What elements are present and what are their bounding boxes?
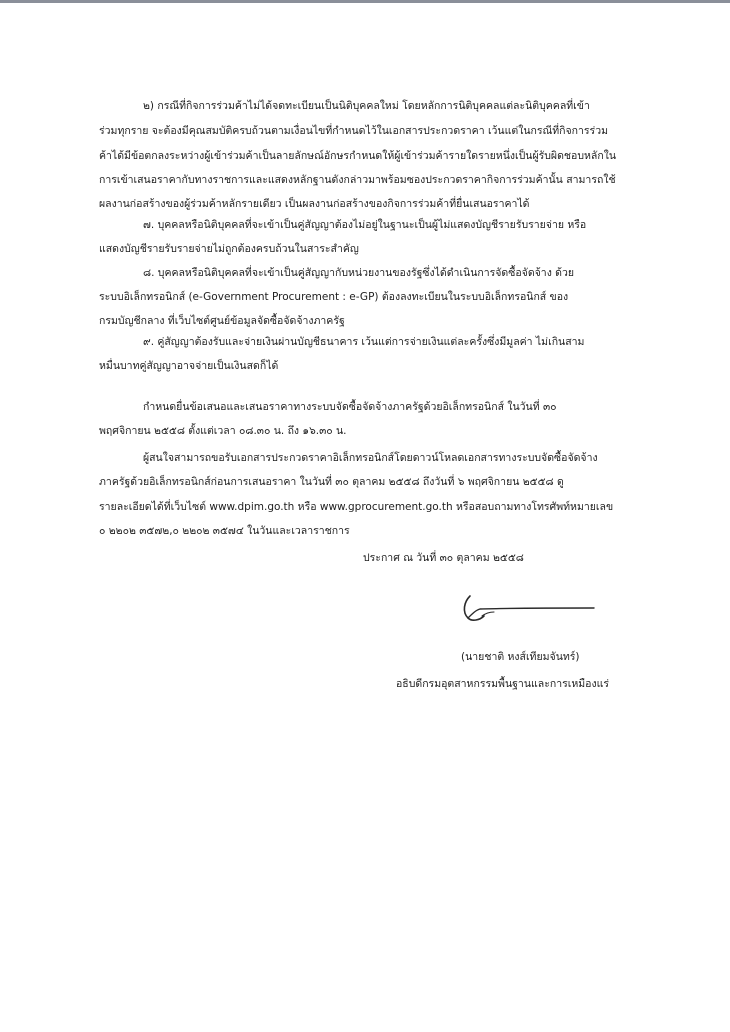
text-line: พฤศจิกายน ๒๕๕๘ ตั้งแต่เวลา ๐๘.๓๐ น. ถึง ๑๖.๓๐ น. [99,425,347,437]
text-line: กำหนดยื่นข้อเสนอและเสนอราคาทางระบบจัดซื้อจัดจ้างภาครัฐด้วยอิเล็กทรอนิกส์ ในวันที่ ๓๐ [143,401,557,413]
text-line: ๘. บุคคลหรือนิติบุคคลที่จะเข้าเป็นคู่สัญญากับหน่วยงานของรัฐซึ่งได้ดำเนินการจัดซื้อจัดจ้าง ด้วย [143,267,575,279]
text-line: ร่วมทุกราย จะต้องมีคุณสมบัติครบถ้วนตามเงื่อนไขที่กำหนดไว้ในเอกสารประกวดราคา เว้นแต่ในกรณีที่กิจการร่วม [99,125,609,137]
text-line: ภาครัฐด้วยอิเล็กทรอนิกส์ก่อนการเสนอราคา ในวันที่ ๓๐ ตุลาคม ๒๕๕๘ ถึงวันที่ ๖ พฤศจิกายน ๒๕๕๘ ดู [99,476,564,488]
text-line: ๒) กรณีที่กิจการร่วมค้าไม่ได้จดทะเบียนเป็นนิติบุคคลใหม่ โดยหลักการนิติบุคคลแต่ละนิติบุคคลที่เข้า [143,100,590,112]
text-line: ค้าได้มีข้อตกลงระหว่างผู้เข้าร่วมค้าเป็นลายลักษณ์อักษรกำหนดให้ผู้เข้าร่วมค้ารายใดรายหนึ่งเป็นผู้รับผิดชอบหลักใน [99,150,617,162]
text-line: การเข้าเสนอราคากับทางราชการและแสดงหลักฐานดังกล่าวมาพร้อมซองประกวดราคากิจการร่วมค้านั้น สามารถใช้ [99,174,616,186]
text-line: ผู้สนใจสามารถขอรับเอกสารประกวดราคาอิเล็กทรอนิกส์โดยดาวน์โหลดเอกสารทางระบบจัดซื้อจัดจ้าง [143,452,598,464]
text-line: ๙. คู่สัญญาต้องรับและจ่ายเงินผ่านบัญชีธนาคาร เว้นแต่การจ่ายเงินแต่ละครั้งซึ่งมีมูลค่า ไม่เกินสาม [143,336,585,348]
signer-title: อธิบดีกรมอุตสาหกรรมพื้นฐานและการเหมืองแร่ [396,678,609,690]
text-line: ผลงานก่อสร้างของผู้ร่วมค้าหลักรายเดียว เป็นผลงานก่อสร้างของกิจการร่วมค้าที่ยื่นเสนอราคาได้ [99,198,530,210]
text-line: ๗. บุคคลหรือนิติบุคคลที่จะเข้าเป็นคู่สัญญาต้องไม่อยู่ในฐานะเป็นผู้ไม่แสดงบัญชีรายรับรายจ่าย หรือ [143,219,587,231]
text-line: ระบบอิเล็กทรอนิกส์ (e-Government Procurement : e-GP) ต้องลงทะเบียนในระบบอิเล็กทรอนิกส์ ของ [99,291,569,303]
text-line: ๐ ๒๒๐๒ ๓๕๗๒,๐ ๒๒๐๒ ๓๕๗๔ ในวันและเวลาราชการ [99,525,350,537]
announcement-date: ประกาศ ณ วันที่ ๓๐ ตุลาคม ๒๕๕๘ [363,552,524,564]
text-line: หมื่นบาทคู่สัญญาอาจจ่ายเป็นเงินสดก็ได้ [99,360,279,372]
text-line: รายละเอียดได้ที่เว็บไซต์ www.dpim.go.th หรือ www.gprocurement.go.th หรือสอบถามทางโทรศัพท์หมายเลข [99,501,614,513]
text-line: กรมบัญชีกลาง ที่เว็บไซต์ศูนย์ข้อมูลจัดซื้อจัดจ้างภาครัฐ [99,315,345,327]
text-line: แสดงบัญชีรายรับรายจ่ายไม่ถูกต้องครบถ้วนในสาระสำคัญ [99,243,359,255]
signer-name: (นายชาติ หงส์เทียมจันทร์) [461,651,580,663]
handwritten-signature [458,592,598,626]
